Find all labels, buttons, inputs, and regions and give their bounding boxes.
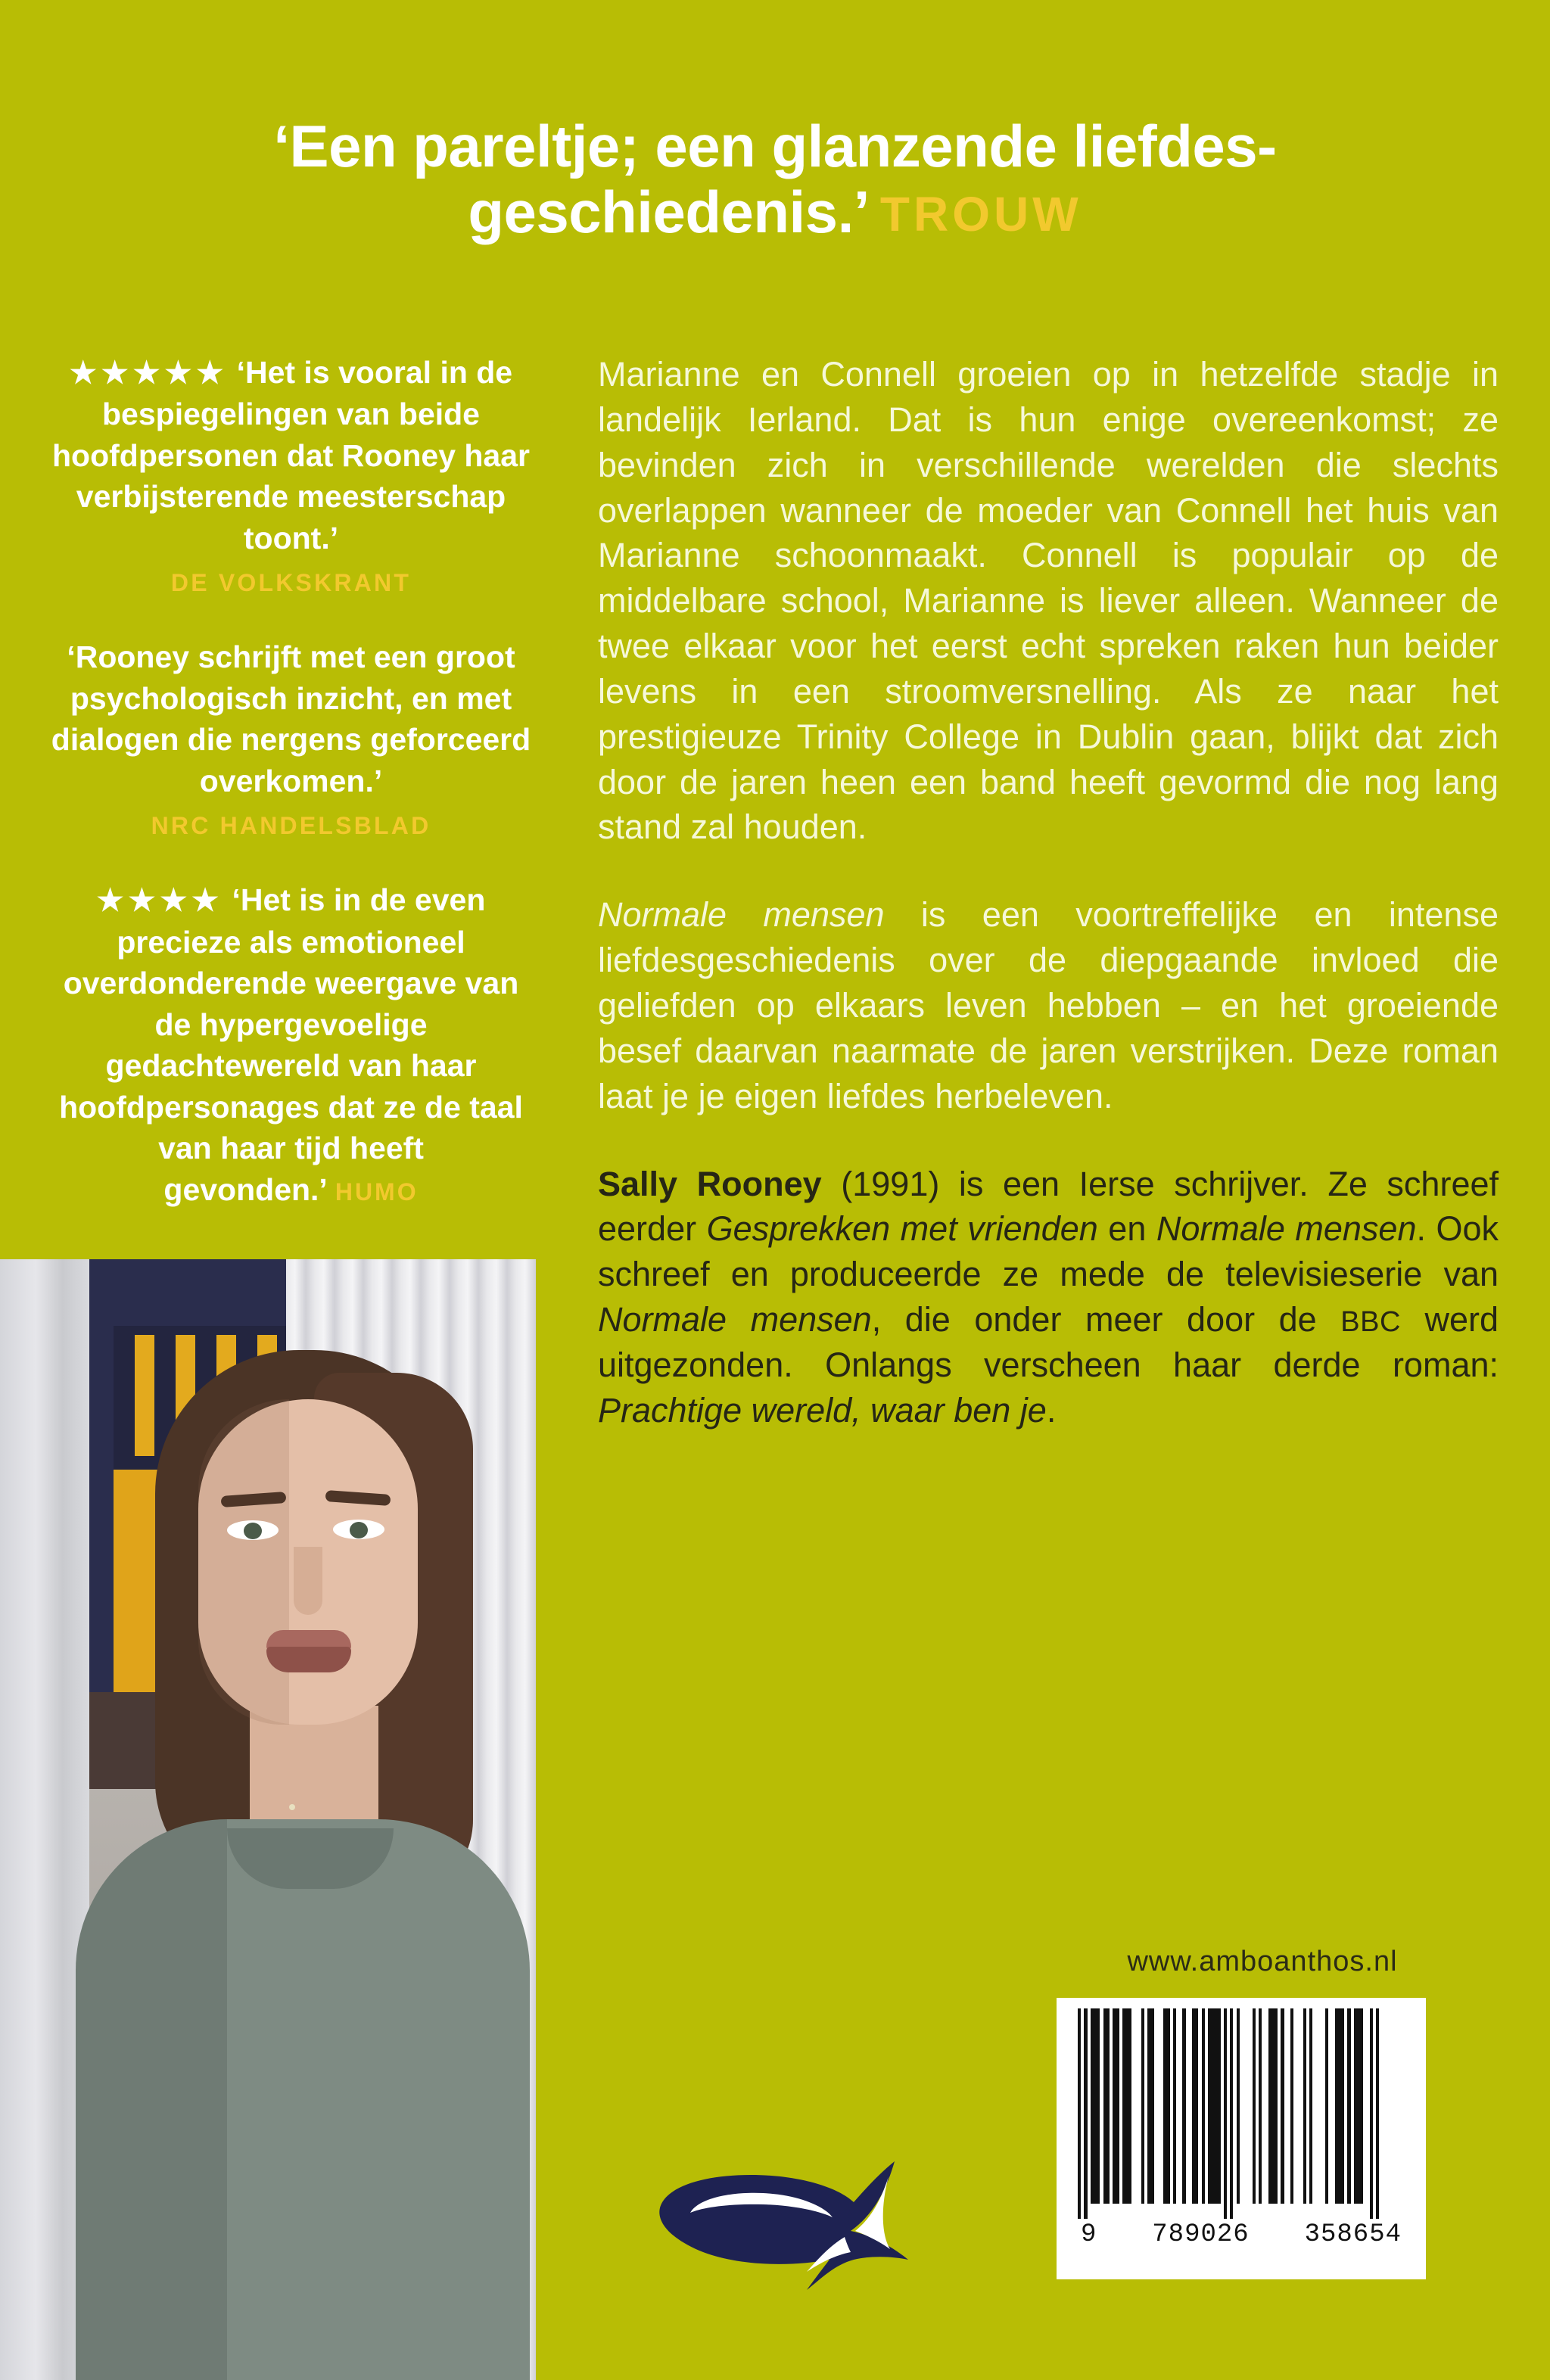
book-title-normale-mensen-2: Normale mensen [1156, 1209, 1417, 1249]
barcode-bar [1186, 2008, 1192, 2204]
book-title-prachtige-wereld: Prachtige wereld, waar ben je [598, 1390, 1047, 1430]
press-quote-text-2 [47, 636, 535, 801]
press-quote-text-1 [47, 352, 535, 558]
photo-sweater-shadow [76, 1819, 227, 2380]
photo-nose [294, 1547, 322, 1615]
barcode-bar [1312, 2008, 1325, 2204]
barcode-bar [1284, 2008, 1290, 2204]
barcode-bar [1176, 2008, 1182, 2204]
photo-lip-bottom [266, 1647, 351, 1672]
press-quote-body-3: ‘Het is in de even precieze als emotioneel overdonderende weergave van de hypergevoelige gedachtewereld van haar hoofdpersonages dat ze de taal van haar tijd heeft gevonden.’ [59, 882, 523, 1207]
book-title-normale-mensen-3: Normale mensen [598, 1300, 872, 1339]
barcode-bar [1103, 2008, 1110, 2204]
photo-poster-stripe [135, 1335, 154, 1456]
press-quote-item [47, 879, 535, 1210]
photo-iris-left [244, 1523, 262, 1539]
barcode-bar [1208, 2008, 1221, 2204]
barcode-bar [1363, 2008, 1369, 2204]
barcode-bar [1268, 2008, 1278, 2204]
barcode-bar [1240, 2008, 1253, 2204]
barcode-bar [1335, 2008, 1345, 2204]
barcode-bar [1376, 2008, 1379, 2219]
header-quote-block [0, 114, 1550, 246]
press-quote-body-2: ‘Rooney schrijft met een groot psychologisch inzicht, en met dialogen die nergens geforceerd overkomen.’ [51, 639, 531, 798]
isbn-prefix-digit: 9 [1081, 2220, 1097, 2249]
bio-segment-2: en [1097, 1209, 1156, 1249]
publisher-dolphin-logo [645, 2146, 1001, 2320]
photo-face-shadow [198, 1399, 289, 1725]
barcode-bar [1113, 2008, 1119, 2204]
photo-iris-right [350, 1522, 368, 1538]
barcode-bar [1328, 2008, 1334, 2204]
press-quote-item [47, 352, 535, 597]
barcode-bar [1131, 2008, 1141, 2204]
bio-segment-4: , die onder meer door de [871, 1300, 1341, 1339]
star-rating-icon-3: ★★★★ [96, 884, 224, 918]
barcode-bar [1293, 2008, 1303, 2204]
isbn-barcode [1057, 1998, 1426, 2279]
barcode-bar [1122, 2008, 1132, 2204]
press-quote-item [47, 636, 535, 840]
bio-segment-5: werd uitgezonden. Onlangs verscheen haar derde roman: [598, 1300, 1499, 1384]
star-rating-icon-1: ★★★★★ [69, 356, 229, 390]
isbn-group-right: 358654 [1304, 2220, 1402, 2249]
bio-segment-1: is een Ierse schrijver. Ze schreef eerder [598, 1164, 1499, 1249]
author-bio [598, 1162, 1499, 1433]
blurb-paragraph-1: Marianne en Connell groeien op in hetzelfde stadje in landelijk Ierland. Dat is hun enige overeenkomst; ze bevinden zich in verschillende werelden die slechts overlappen wanneer de moeder van Connell het huis van Marianne schoonmaakt. Connell is populair op de middelbare school, Marianne is liever alleen. Wanneer de twee elkaar voor het eerst echt spreken raken hun beider levens in een stroomversnelling. Als ze naar het prestigieuze Trinity College in Dublin gaan, blijkt dat zich door de jaren heen een band heeft gevormd die nog lang stand zal houden. [598, 355, 1499, 847]
press-quote-source-2: NRC HANDELSBLAD [151, 812, 431, 840]
bio-segment-6: . [1046, 1390, 1057, 1430]
blurb-paragraph-2 [598, 892, 1499, 1118]
barcode-bar [1091, 2008, 1100, 2204]
bio-segment-3: . Ook schreef en produceerde ze mede de televisieserie van [598, 1209, 1499, 1294]
barcode-bar [1154, 2008, 1164, 2204]
press-quote-body-1: ‘Het is vooral in de bespiegelingen van beide hoofdpersonen dat Rooney haar verbijsterende meesterschap toont.’ [52, 355, 530, 555]
blurb-paragraph-2-rest: is een voortreffelijke en intense liefdesgeschiedenis over de diepgaande invloed die geliefden op elkaars leven hebben – en het groeiende besef daarvan naarmate de jaren verstrijken. Deze roman laat je je eigen liefdes herbeleven. [598, 895, 1499, 1115]
publisher-website: www.amboanthos.nl [1127, 1946, 1398, 1977]
blurb-column [598, 352, 1499, 1433]
barcode-bar [1354, 2008, 1364, 2204]
barcode-bar [1192, 2008, 1198, 2204]
press-quote-text-3 [47, 879, 535, 1210]
author-birth-year: (1991) [841, 1164, 940, 1203]
barcode-digits [1078, 2219, 1405, 2249]
barcode-bars [1078, 2008, 1405, 2219]
press-quote-source-3: HUMO [335, 1178, 419, 1206]
broadcaster-name: BBC [1340, 1306, 1401, 1339]
author-portrait-photo [0, 1259, 536, 2380]
book-title-normale-mensen: Normale mensen [598, 895, 885, 935]
barcode-bar [1163, 2008, 1169, 2204]
press-quotes-column [47, 352, 535, 1221]
header-quote-text: ‘Een pareltje; een glanzende liefdes-geschiedenis.’ [273, 113, 1277, 246]
barcode-bar [1262, 2008, 1268, 2204]
photo-necklace [289, 1804, 295, 1810]
author-name: Sally Rooney [598, 1164, 822, 1203]
isbn-group-mid: 789026 [1152, 2220, 1250, 2249]
book-title-gesprekken: Gesprekken met vrienden [706, 1209, 1098, 1249]
press-quote-source-1: DE VOLKSKRANT [170, 569, 412, 597]
barcode-bar [1147, 2008, 1153, 2204]
header-quote-source: TROUW [879, 187, 1082, 242]
dolphin-icon [645, 2146, 1001, 2320]
